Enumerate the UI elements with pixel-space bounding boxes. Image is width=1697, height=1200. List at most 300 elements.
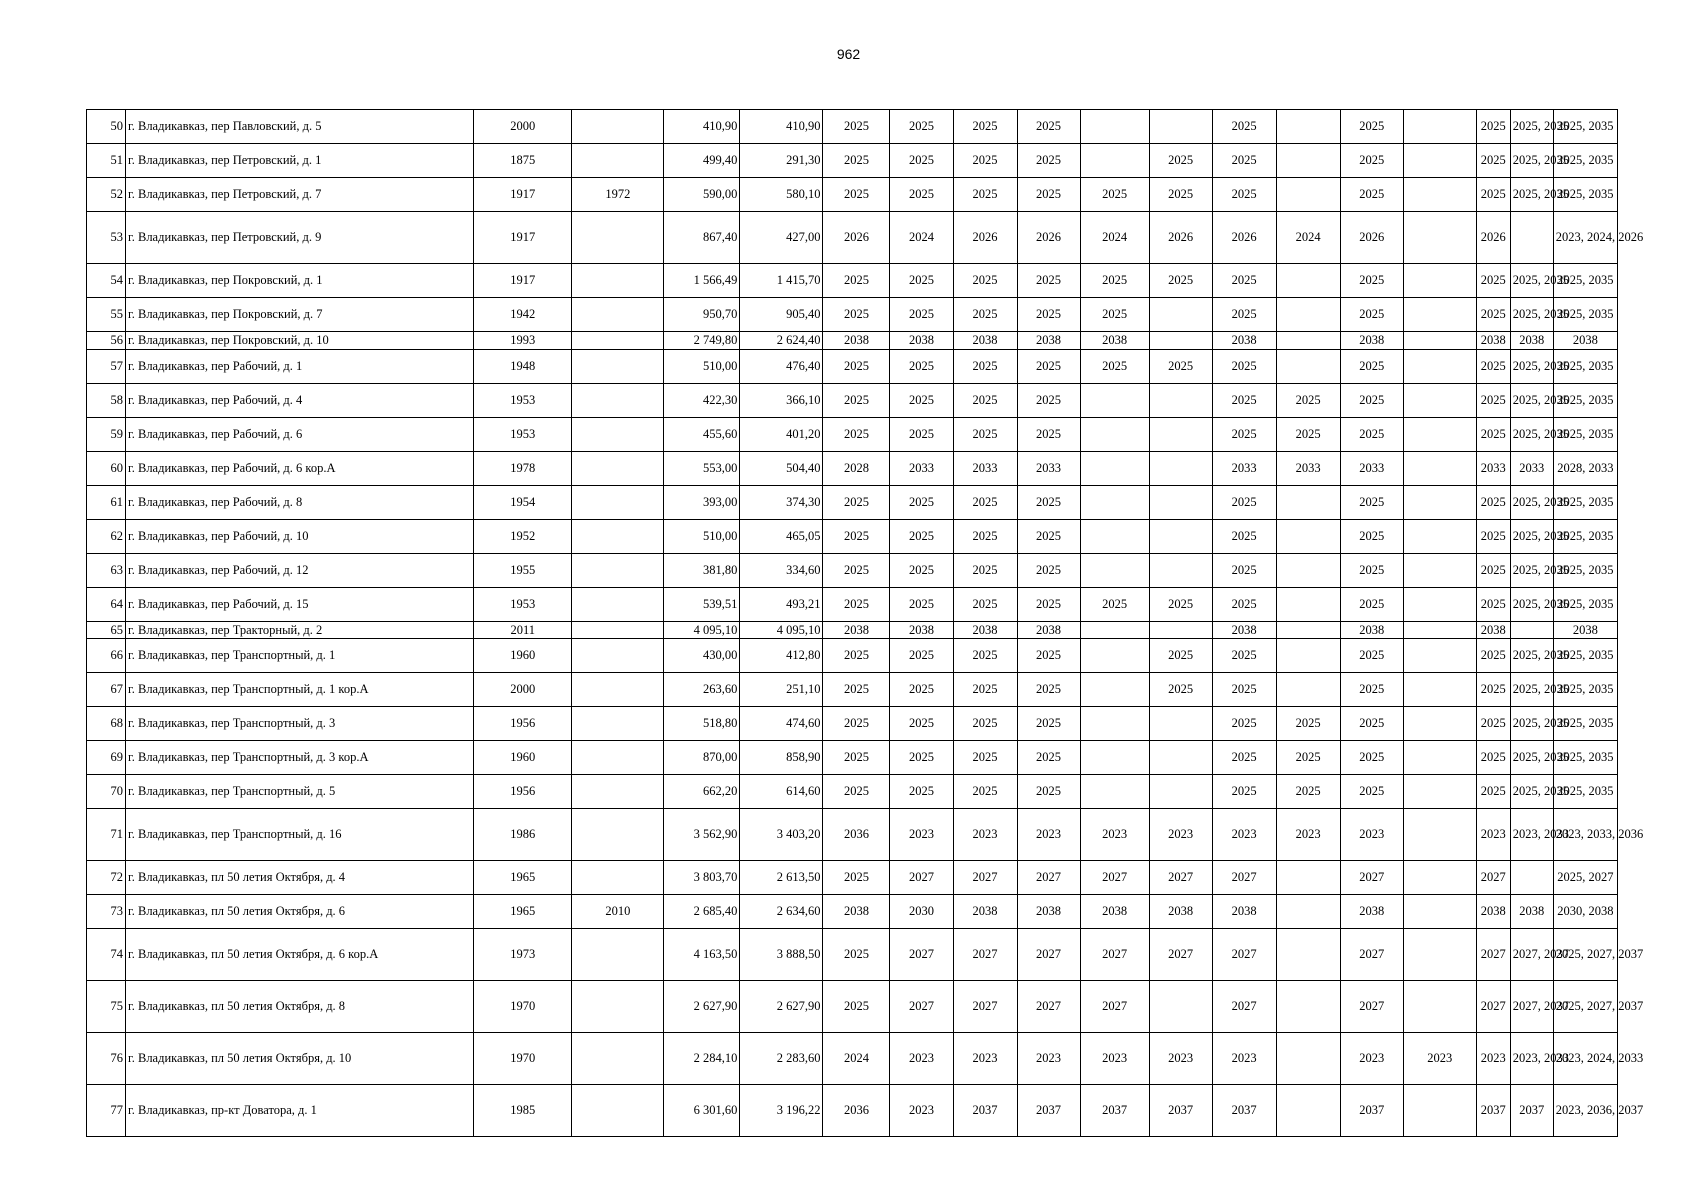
table-row: [87, 349, 1618, 383]
cell-w5: [1080, 451, 1149, 485]
cell-address: г. Владикавказ, пер Покровский, д. 1: [126, 264, 474, 298]
cell-w1: 2025: [823, 981, 890, 1033]
cell-area-total: 539,51: [664, 587, 740, 621]
cell-w1: 2026: [823, 212, 890, 264]
cell-w12: 2023, 2033: [1510, 1033, 1553, 1085]
cell-w9: 2025: [1340, 485, 1403, 519]
cell-w7: 2025: [1212, 349, 1276, 383]
cell-w11: 2033: [1476, 451, 1510, 485]
cell-w1: 2025: [823, 110, 890, 144]
cell-w7: 2027: [1212, 929, 1276, 981]
cell-year-built: 1965: [474, 895, 572, 929]
cell-area-total: 499,40: [664, 144, 740, 178]
cell-w5: [1080, 741, 1149, 775]
cell-w9: 2038: [1340, 621, 1403, 639]
cell-w9: 2038: [1340, 332, 1403, 350]
cell-year-repair: [572, 519, 664, 553]
cell-year-built: 1956: [474, 707, 572, 741]
cell-w5: 2038: [1080, 895, 1149, 929]
cell-w6: 2025: [1149, 639, 1212, 673]
cell-area-total: 950,70: [664, 298, 740, 332]
cell-w8: [1276, 519, 1340, 553]
table-row: [87, 981, 1618, 1033]
cell-w7: 2025: [1212, 298, 1276, 332]
cell-w2: 2024: [890, 212, 953, 264]
table-row: [87, 110, 1618, 144]
cell-w4: 2025: [1017, 673, 1080, 707]
cell-w11: 2027: [1476, 861, 1510, 895]
table-row: [87, 178, 1618, 212]
cell-n: 57: [87, 349, 126, 383]
cell-w3: 2027: [953, 929, 1017, 981]
cell-area-total: 2 749,80: [664, 332, 740, 350]
cell-w6: [1149, 383, 1212, 417]
cell-address: г. Владикавказ, пер Рабочий, д. 1: [126, 349, 474, 383]
cell-w2: 2025: [890, 639, 953, 673]
cell-w5: 2025: [1080, 349, 1149, 383]
cell-w3: 2025: [953, 639, 1017, 673]
cell-w3: 2025: [953, 707, 1017, 741]
cell-w4: 2025: [1017, 110, 1080, 144]
cell-w1: 2025: [823, 264, 890, 298]
cell-w13: 2025, 2035: [1553, 775, 1617, 809]
cell-w4: 2027: [1017, 929, 1080, 981]
cell-w9: 2037: [1340, 1085, 1403, 1137]
cell-w1: 2025: [823, 349, 890, 383]
cell-address: г. Владикавказ, пер Транспортный, д. 1: [126, 639, 474, 673]
cell-year-repair: [572, 553, 664, 587]
cell-w5: [1080, 417, 1149, 451]
cell-w2: 2027: [890, 981, 953, 1033]
cell-area-living: 476,40: [740, 349, 823, 383]
cell-w2: 2025: [890, 298, 953, 332]
cell-address: г. Владикавказ, пер Петровский, д. 9: [126, 212, 474, 264]
cell-w10: [1403, 929, 1476, 981]
cell-year-repair: [572, 417, 664, 451]
cell-year-repair: [572, 144, 664, 178]
cell-w1: 2038: [823, 895, 890, 929]
cell-year-repair: [572, 110, 664, 144]
cell-w10: [1403, 639, 1476, 673]
cell-w6: [1149, 332, 1212, 350]
cell-area-living: 291,30: [740, 144, 823, 178]
cell-w4: 2025: [1017, 383, 1080, 417]
cell-w2: 2025: [890, 587, 953, 621]
cell-year-built: 1965: [474, 861, 572, 895]
cell-w10: [1403, 519, 1476, 553]
cell-w13: 2023, 2033, 2036: [1553, 809, 1617, 861]
cell-w5: [1080, 707, 1149, 741]
cell-year-repair: [572, 775, 664, 809]
cell-w7: 2023: [1212, 809, 1276, 861]
cell-w3: 2038: [953, 895, 1017, 929]
cell-n: 69: [87, 741, 126, 775]
cell-area-living: 614,60: [740, 775, 823, 809]
cell-w3: 2025: [953, 553, 1017, 587]
cell-w9: 2027: [1340, 929, 1403, 981]
cell-w9: 2025: [1340, 639, 1403, 673]
cell-w1: 2025: [823, 144, 890, 178]
cell-w6: [1149, 553, 1212, 587]
cell-w7: 2025: [1212, 519, 1276, 553]
cell-area-living: 504,40: [740, 451, 823, 485]
cell-w4: 2027: [1017, 861, 1080, 895]
cell-n: 76: [87, 1033, 126, 1085]
cell-w13: 2025, 2035: [1553, 673, 1617, 707]
cell-year-built: 1978: [474, 451, 572, 485]
cell-w1: 2025: [823, 639, 890, 673]
cell-n: 65: [87, 621, 126, 639]
cell-w4: 2025: [1017, 707, 1080, 741]
cell-w9: 2026: [1340, 212, 1403, 264]
cell-n: 67: [87, 673, 126, 707]
cell-year-repair: [572, 212, 664, 264]
cell-w10: [1403, 775, 1476, 809]
cell-w7: 2025: [1212, 178, 1276, 212]
cell-w9: 2033: [1340, 451, 1403, 485]
cell-area-living: 580,10: [740, 178, 823, 212]
cell-w13: 2025, 2035: [1553, 417, 1617, 451]
cell-w11: 2025: [1476, 673, 1510, 707]
table-row: [87, 673, 1618, 707]
cell-w12: 2038: [1510, 332, 1553, 350]
cell-w6: 2025: [1149, 144, 1212, 178]
cell-area-living: 2 627,90: [740, 981, 823, 1033]
cell-w4: 2038: [1017, 621, 1080, 639]
cell-w4: 2027: [1017, 981, 1080, 1033]
cell-area-total: 422,30: [664, 383, 740, 417]
cell-w10: [1403, 587, 1476, 621]
cell-address: г. Владикавказ, пер Транспортный, д. 3 кор.А: [126, 741, 474, 775]
cell-w8: [1276, 264, 1340, 298]
cell-w12: 2025, 2035: [1510, 144, 1553, 178]
cell-area-living: 4 095,10: [740, 621, 823, 639]
cell-w9: 2025: [1340, 775, 1403, 809]
cell-year-built: 1973: [474, 929, 572, 981]
table-row: [87, 621, 1618, 639]
cell-w13: 2023, 2024, 2033: [1553, 1033, 1617, 1085]
cell-w5: 2024: [1080, 212, 1149, 264]
cell-area-living: 366,10: [740, 383, 823, 417]
cell-area-living: 2 624,40: [740, 332, 823, 350]
cell-n: 66: [87, 639, 126, 673]
cell-w8: [1276, 621, 1340, 639]
cell-w1: 2038: [823, 621, 890, 639]
cell-w9: 2025: [1340, 349, 1403, 383]
cell-w5: 2027: [1080, 929, 1149, 981]
cell-area-total: 430,00: [664, 639, 740, 673]
cell-w11: 2027: [1476, 929, 1510, 981]
cell-w5: 2023: [1080, 809, 1149, 861]
cell-w11: 2025: [1476, 587, 1510, 621]
cell-address: г. Владикавказ, пер Покровский, д. 10: [126, 332, 474, 350]
cell-w2: 2023: [890, 809, 953, 861]
cell-area-total: 518,80: [664, 707, 740, 741]
cell-n: 68: [87, 707, 126, 741]
cell-w8: [1276, 981, 1340, 1033]
cell-w3: 2025: [953, 383, 1017, 417]
table-row: [87, 809, 1618, 861]
cell-w3: 2025: [953, 349, 1017, 383]
cell-w13: 2025, 2035: [1553, 144, 1617, 178]
cell-year-built: 1948: [474, 349, 572, 383]
cell-w5: 2027: [1080, 861, 1149, 895]
cell-w11: 2026: [1476, 212, 1510, 264]
cell-w5: [1080, 775, 1149, 809]
cell-year-built: 1960: [474, 639, 572, 673]
cell-n: 55: [87, 298, 126, 332]
cell-n: 50: [87, 110, 126, 144]
cell-w2: 2038: [890, 621, 953, 639]
cell-w12: 2025, 2035: [1510, 741, 1553, 775]
cell-w10: [1403, 383, 1476, 417]
cell-w6: 2023: [1149, 809, 1212, 861]
cell-w6: 2025: [1149, 178, 1212, 212]
cell-year-built: 1956: [474, 775, 572, 809]
cell-w1: 2036: [823, 1085, 890, 1137]
cell-w10: [1403, 298, 1476, 332]
cell-w2: 2027: [890, 861, 953, 895]
cell-address: г. Владикавказ, пер Транспортный, д. 1 кор.А: [126, 673, 474, 707]
cell-area-living: 905,40: [740, 298, 823, 332]
cell-w8: 2025: [1276, 775, 1340, 809]
cell-year-built: 1917: [474, 212, 572, 264]
cell-w10: [1403, 178, 1476, 212]
cell-w7: 2025: [1212, 144, 1276, 178]
cell-w7: 2025: [1212, 775, 1276, 809]
cell-w13: 2038: [1553, 332, 1617, 350]
cell-w5: 2025: [1080, 178, 1149, 212]
table-row: [87, 929, 1618, 981]
cell-w9: 2025: [1340, 178, 1403, 212]
cell-w3: 2025: [953, 298, 1017, 332]
cell-w12: 2038: [1510, 895, 1553, 929]
cell-year-built: 1953: [474, 587, 572, 621]
cell-w13: 2025, 2035: [1553, 707, 1617, 741]
cell-w13: 2025, 2035: [1553, 485, 1617, 519]
cell-w11: 2023: [1476, 809, 1510, 861]
cell-w9: 2027: [1340, 861, 1403, 895]
cell-area-living: 401,20: [740, 417, 823, 451]
cell-year-repair: [572, 673, 664, 707]
cell-n: 56: [87, 332, 126, 350]
cell-area-living: 374,30: [740, 485, 823, 519]
cell-area-living: 493,21: [740, 587, 823, 621]
cell-w4: 2023: [1017, 1033, 1080, 1085]
cell-w12: [1510, 621, 1553, 639]
cell-w13: 2025, 2035: [1553, 298, 1617, 332]
cell-area-total: 381,80: [664, 553, 740, 587]
cell-w7: 2026: [1212, 212, 1276, 264]
cell-w12: 2025, 2035: [1510, 485, 1553, 519]
cell-w5: 2025: [1080, 298, 1149, 332]
cell-w5: 2025: [1080, 264, 1149, 298]
cell-w2: 2025: [890, 775, 953, 809]
cell-w1: 2025: [823, 417, 890, 451]
cell-w12: 2025, 2035: [1510, 178, 1553, 212]
cell-address: г. Владикавказ, пл 50 летия Октября, д. 6 кор.А: [126, 929, 474, 981]
cell-w10: 2023: [1403, 1033, 1476, 1085]
cell-w11: 2025: [1476, 707, 1510, 741]
cell-w11: 2025: [1476, 383, 1510, 417]
cell-n: 59: [87, 417, 126, 451]
cell-w2: 2025: [890, 144, 953, 178]
cell-area-living: 1 415,70: [740, 264, 823, 298]
table-row: [87, 298, 1618, 332]
cell-w6: [1149, 298, 1212, 332]
cell-address: г. Владикавказ, пер Транспортный, д. 3: [126, 707, 474, 741]
cell-w1: 2025: [823, 298, 890, 332]
cell-w11: 2025: [1476, 417, 1510, 451]
cell-w4: 2025: [1017, 553, 1080, 587]
cell-w2: 2030: [890, 895, 953, 929]
cell-w3: 2038: [953, 621, 1017, 639]
cell-w3: 2025: [953, 417, 1017, 451]
cell-w6: 2025: [1149, 349, 1212, 383]
cell-w2: 2025: [890, 110, 953, 144]
cell-area-total: 3 803,70: [664, 861, 740, 895]
cell-w5: [1080, 485, 1149, 519]
cell-w9: 2027: [1340, 981, 1403, 1033]
cell-w1: 2025: [823, 673, 890, 707]
cell-area-total: 263,60: [664, 673, 740, 707]
cell-w9: 2025: [1340, 417, 1403, 451]
cell-w11: 2025: [1476, 349, 1510, 383]
cell-year-built: 1985: [474, 1085, 572, 1137]
cell-w12: 2025, 2035: [1510, 519, 1553, 553]
cell-year-built: 1954: [474, 485, 572, 519]
cell-year-repair: [572, 451, 664, 485]
cell-w7: 2025: [1212, 264, 1276, 298]
table-row: [87, 264, 1618, 298]
cell-w8: [1276, 110, 1340, 144]
cell-w9: 2025: [1340, 519, 1403, 553]
cell-w3: 2027: [953, 861, 1017, 895]
cell-area-living: 3 888,50: [740, 929, 823, 981]
cell-w12: [1510, 212, 1553, 264]
cell-w10: [1403, 332, 1476, 350]
cell-area-total: 590,00: [664, 178, 740, 212]
cell-w5: [1080, 621, 1149, 639]
cell-w12: 2025, 2035: [1510, 383, 1553, 417]
cell-w7: 2037: [1212, 1085, 1276, 1137]
cell-w2: 2025: [890, 673, 953, 707]
cell-w13: 2025, 2035: [1553, 587, 1617, 621]
cell-area-living: 2 634,60: [740, 895, 823, 929]
cell-w3: 2025: [953, 741, 1017, 775]
cell-w7: 2025: [1212, 383, 1276, 417]
cell-address: г. Владикавказ, пер Транспортный, д. 5: [126, 775, 474, 809]
cell-w12: 2025, 2035: [1510, 349, 1553, 383]
cell-w9: 2025: [1340, 741, 1403, 775]
cell-address: г. Владикавказ, пл 50 летия Октября, д. 10: [126, 1033, 474, 1085]
cell-w7: 2025: [1212, 417, 1276, 451]
cell-w8: 2033: [1276, 451, 1340, 485]
cell-w6: [1149, 519, 1212, 553]
cell-n: 61: [87, 485, 126, 519]
cell-w7: 2025: [1212, 673, 1276, 707]
cell-n: 70: [87, 775, 126, 809]
cell-w13: 2025, 2035: [1553, 264, 1617, 298]
cell-n: 51: [87, 144, 126, 178]
table-row: [87, 144, 1618, 178]
cell-w8: [1276, 298, 1340, 332]
table-row: [87, 895, 1618, 929]
cell-year-repair: [572, 298, 664, 332]
cell-n: 71: [87, 809, 126, 861]
cell-w4: 2025: [1017, 485, 1080, 519]
cell-w10: [1403, 264, 1476, 298]
cell-year-repair: [572, 707, 664, 741]
cell-w8: [1276, 553, 1340, 587]
cell-w1: 2025: [823, 929, 890, 981]
cell-w8: [1276, 587, 1340, 621]
cell-n: 63: [87, 553, 126, 587]
cell-w13: 2023, 2036, 2037: [1553, 1085, 1617, 1137]
cell-w10: [1403, 861, 1476, 895]
cell-w4: 2026: [1017, 212, 1080, 264]
cell-w8: 2025: [1276, 741, 1340, 775]
cell-w12: 2037: [1510, 1085, 1553, 1137]
cell-w4: 2025: [1017, 349, 1080, 383]
cell-w11: 2025: [1476, 485, 1510, 519]
page-number: 962: [836, 46, 861, 62]
cell-w7: 2025: [1212, 639, 1276, 673]
cell-w12: 2025, 2035: [1510, 707, 1553, 741]
cell-area-total: 2 284,10: [664, 1033, 740, 1085]
cell-w12: 2025, 2035: [1510, 673, 1553, 707]
cell-address: г. Владикавказ, пер Рабочий, д. 8: [126, 485, 474, 519]
cell-area-total: 662,20: [664, 775, 740, 809]
cell-w6: 2038: [1149, 895, 1212, 929]
cell-w13: 2028, 2033: [1553, 451, 1617, 485]
cell-address: г. Владикавказ, пл 50 летия Октября, д. 8: [126, 981, 474, 1033]
cell-w9: 2025: [1340, 144, 1403, 178]
cell-area-total: 393,00: [664, 485, 740, 519]
cell-w5: 2023: [1080, 1033, 1149, 1085]
cell-w3: 2025: [953, 775, 1017, 809]
cell-w12: 2025, 2035: [1510, 298, 1553, 332]
cell-w7: 2027: [1212, 861, 1276, 895]
cell-w9: 2023: [1340, 809, 1403, 861]
cell-w10: [1403, 981, 1476, 1033]
cell-w6: 2037: [1149, 1085, 1212, 1137]
cell-year-repair: [572, 639, 664, 673]
cell-address: г. Владикавказ, пер Павловский, д. 5: [126, 110, 474, 144]
cell-n: 54: [87, 264, 126, 298]
cell-w6: 2025: [1149, 673, 1212, 707]
cell-w10: [1403, 741, 1476, 775]
cell-n: 74: [87, 929, 126, 981]
cell-area-total: 870,00: [664, 741, 740, 775]
cell-w3: 2027: [953, 981, 1017, 1033]
cell-w13: 2025, 2035: [1553, 178, 1617, 212]
cell-area-living: 465,05: [740, 519, 823, 553]
cell-year-built: 1960: [474, 741, 572, 775]
cell-w13: 2025, 2035: [1553, 349, 1617, 383]
cell-w12: 2025, 2035: [1510, 639, 1553, 673]
cell-w2: 2025: [890, 485, 953, 519]
cell-w8: [1276, 895, 1340, 929]
cell-w13: 2025, 2035: [1553, 519, 1617, 553]
cell-w3: 2025: [953, 519, 1017, 553]
cell-w10: [1403, 553, 1476, 587]
cell-w3: 2025: [953, 144, 1017, 178]
cell-w1: 2028: [823, 451, 890, 485]
cell-w7: 2027: [1212, 981, 1276, 1033]
cell-year-built: 1952: [474, 519, 572, 553]
cell-year-repair: [572, 621, 664, 639]
